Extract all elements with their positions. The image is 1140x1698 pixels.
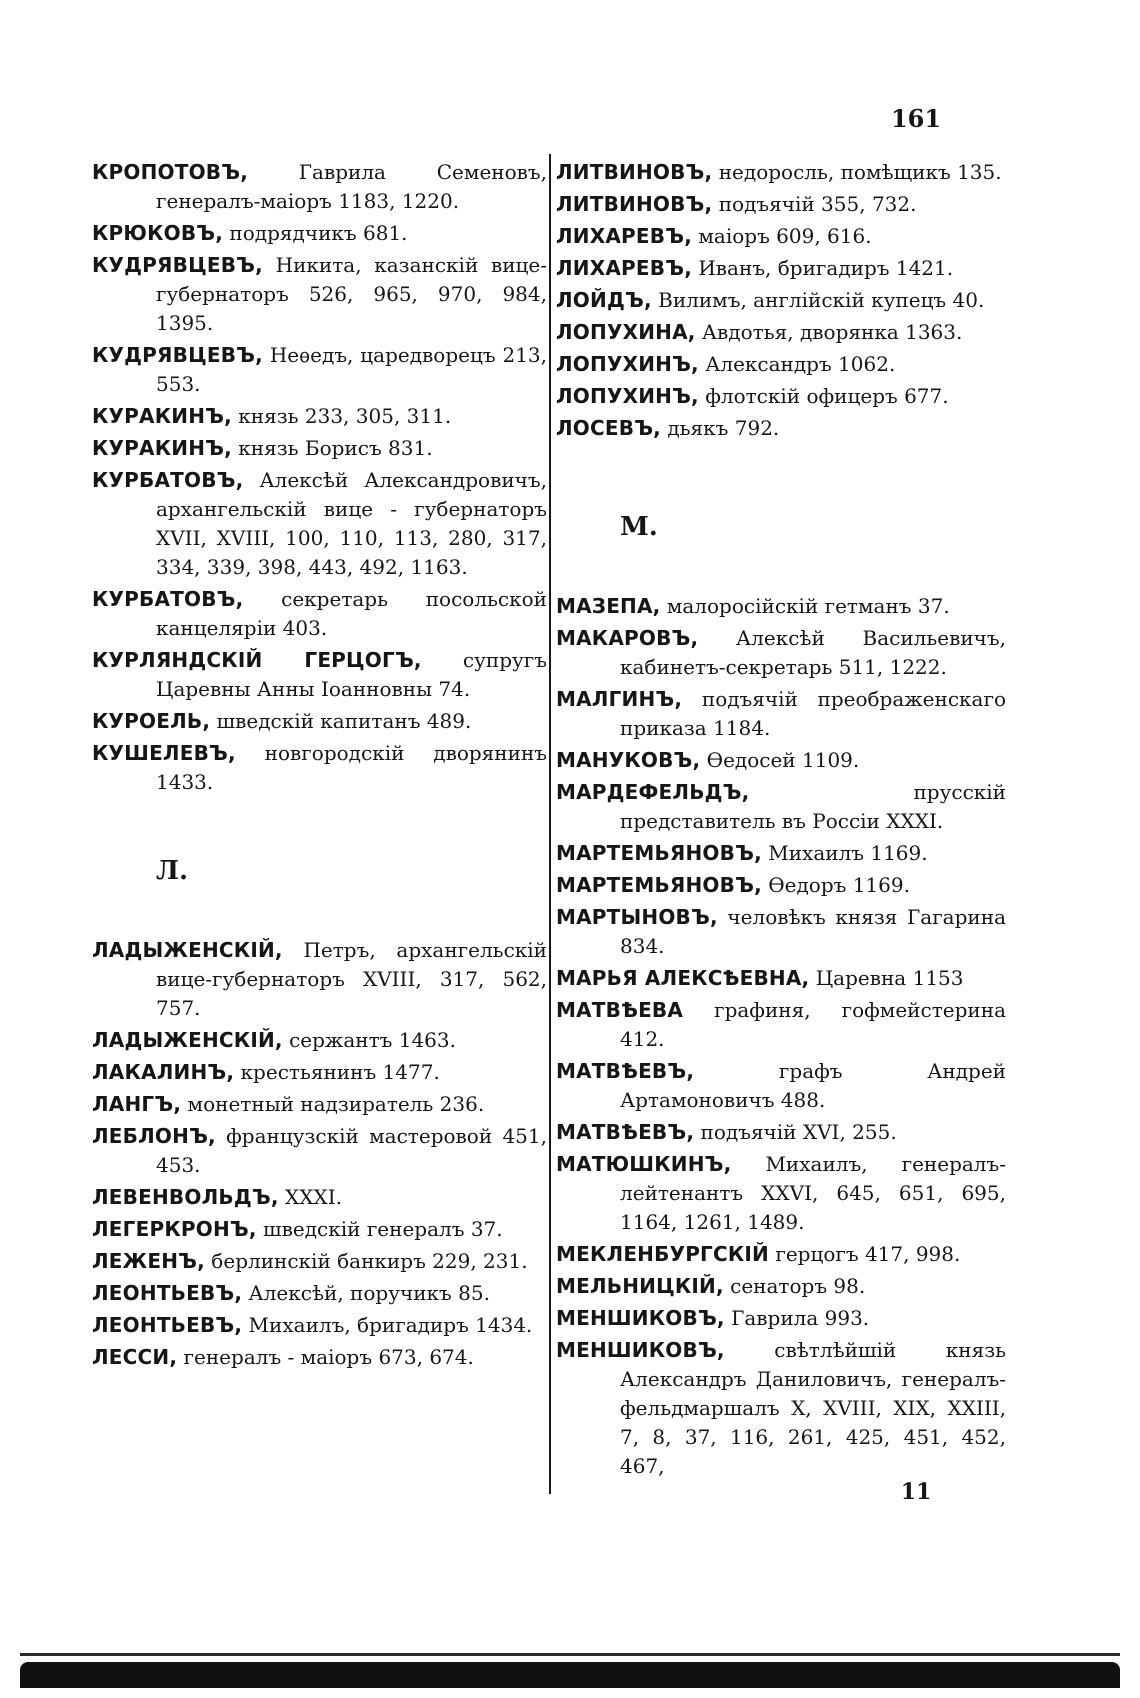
index-entry (92, 158, 547, 216)
index-entry (92, 1122, 547, 1180)
index-entry (92, 739, 547, 797)
index-entry (92, 1215, 547, 1244)
entry-name: КУРАКИНЪ, (92, 404, 232, 428)
entry-text: Михаилъ 1169. (761, 841, 928, 865)
scan-edge-bar (20, 1662, 1120, 1688)
index-entry (556, 414, 1006, 443)
entry-text: герцогъ 417, 998. (769, 1242, 961, 1266)
entry-text: шведскій капитанъ 489. (210, 709, 472, 733)
entry-name: ЛИХАРЕВЪ, (556, 256, 692, 280)
entry-text: Михаилъ, бригадиръ 1434. (242, 1313, 533, 1337)
entry-text: графиня, гофмейстерина 412. (620, 998, 1006, 1051)
entry-name: КРОПОТОВЪ, (92, 160, 249, 184)
entry-name: ЛИТВИНОВЪ, (556, 192, 713, 216)
index-entry (556, 286, 1006, 315)
index-entry (556, 746, 1006, 775)
signature-mark: 11 (900, 1479, 932, 1505)
entry-text: XXXI. (278, 1185, 342, 1209)
entry-text: Иванъ, бригадиръ 1421. (692, 256, 954, 280)
index-entry (92, 1090, 547, 1119)
index-entry (556, 996, 1006, 1054)
entry-name: ЛАДЫЖЕНСКІЙ, (92, 1028, 283, 1052)
index-entry (556, 1240, 1006, 1269)
entry-name: КУРОЕЛЬ, (92, 709, 211, 733)
index-entry (92, 1183, 547, 1212)
index-entry (556, 1304, 1006, 1333)
entry-text: сержантъ 1463. (282, 1028, 456, 1052)
index-entry (556, 903, 1006, 961)
entry-text: Авдотья, дворянка 1363. (695, 320, 963, 344)
index-entry (92, 936, 547, 1023)
index-entry (92, 219, 547, 248)
entry-name: МАРТЕМЬЯНОВЪ, (556, 841, 762, 865)
index-entry (556, 839, 1006, 868)
entry-text: малоросійскій гетманъ 37. (660, 594, 950, 618)
entry-name: ЛОСЕВЪ, (556, 416, 661, 440)
entry-name: ЛИХАРЕВЪ, (556, 224, 692, 248)
entry-text: прусскій представитель въ Россіи XXXI. (620, 780, 1006, 833)
entry-name: МАТЮШКИНЪ, (556, 1152, 732, 1176)
entry-name: ЛОПУХИНА, (556, 320, 696, 344)
entry-name: КРЮКОВЪ, (92, 221, 224, 245)
entry-name: МАРТЕМЬЯНОВЪ, (556, 873, 762, 897)
index-entry (92, 341, 547, 399)
entry-text: монетный надзиратель 236. (181, 1092, 485, 1116)
entry-name: МАЗЕПА, (556, 594, 661, 618)
entry-text: Михаилъ, генералъ-лейтенантъ XXVI, 645, 651, 695, 1164, 1261, 1489. (620, 1152, 1006, 1234)
entry-name: МАТВѢЕВЪ, (556, 1059, 695, 1083)
entry-name: КУРБАТОВЪ, (92, 468, 244, 492)
index-entry (556, 350, 1006, 379)
entry-text: Гаврила Семеновъ, генералъ-маіоръ 1183, 1220. (156, 160, 547, 213)
index-entry (556, 382, 1006, 411)
index-entry (556, 592, 1006, 621)
index-entry (92, 1247, 547, 1276)
index-entry (92, 1311, 547, 1340)
entry-name: КУРАКИНЪ, (92, 436, 232, 460)
entry-text: человѣкъ князя Гагарина 834. (620, 905, 1006, 958)
entry-text: свѣтлѣйшій князь Александръ Даниловичъ, генералъ-фельдмаршалъ X, XVIII, XIX, XXIII, 7, 8, 37, 116, 261, 425, 451, 452, 467, (620, 1338, 1006, 1478)
entry-text: дьякъ 792. (660, 416, 780, 440)
index-entry (556, 964, 1006, 993)
section-letter: Л. (156, 856, 189, 886)
entry-name: МАРТЫНОВЪ, (556, 905, 718, 929)
entry-text: супругъ Царевны Анны Іоанновны 74. (156, 648, 547, 701)
entry-name: МЕНШИКОВЪ, (556, 1306, 725, 1330)
section-letter: М. (620, 512, 658, 542)
index-entry (92, 466, 547, 582)
entry-name: ЛЕЖЕНЪ, (92, 1249, 205, 1273)
entry-text: Неѳедъ, царедворецъ 213, 553. (156, 343, 547, 396)
index-entry (556, 254, 1006, 283)
entry-text: Гаврила 993. (724, 1306, 870, 1330)
entry-text: Алексѣй, поручикъ 85. (242, 1281, 490, 1305)
entry-name: ЛЕОНТЬЕВЪ, (92, 1313, 243, 1337)
entry-text: подъячій XVI, 255. (694, 1120, 897, 1144)
index-entry (556, 1118, 1006, 1147)
entry-text: Никита, казанскій вице-губернаторъ 526, 965, 970, 984, 1395. (156, 253, 547, 335)
entry-text: секретарь посольской канцеляріи 403. (156, 587, 547, 640)
entry-name: ЛЕБЛОНЪ, (92, 1124, 216, 1148)
entry-text: князь Борисъ 831. (231, 436, 433, 460)
entry-text: маіоръ 609, 616. (692, 224, 872, 248)
index-entry (92, 707, 547, 736)
entry-name: КУРЛЯНДСКІЙ ГЕРЦОГЪ, (92, 648, 422, 672)
entry-name: ЛАДЫЖЕНСКІЙ, (92, 938, 283, 962)
index-entry (556, 1336, 1006, 1481)
index-entry (556, 685, 1006, 743)
index-entry (92, 434, 547, 463)
entry-name: МАТВѢЕВЪ, (556, 1120, 695, 1144)
entry-text: новгородскій дворянинъ 1433. (156, 741, 547, 794)
entry-name: МАКАРОВЪ, (556, 626, 699, 650)
entry-name: ЛАКАЛИНЪ, (92, 1060, 235, 1084)
index-entry (92, 646, 547, 704)
entry-text: шведскій генералъ 37. (256, 1217, 503, 1241)
entry-text: Алексѣй Васильевичъ, кабинетъ-секретарь 511, 1222. (620, 626, 1006, 679)
entry-name: ЛОПУХИНЪ, (556, 384, 699, 408)
entry-name: ЛАНГЪ, (92, 1092, 182, 1116)
index-entry (92, 585, 547, 643)
entry-name: МАТВѢЕВА (556, 998, 684, 1022)
index-entry (556, 222, 1006, 251)
index-entry (556, 158, 1006, 187)
index-entry (92, 1343, 547, 1372)
index-entry (556, 624, 1006, 682)
index-entry (92, 1279, 547, 1308)
entry-name: ЛЕОНТЬЕВЪ, (92, 1281, 243, 1305)
entry-text: крестьянинъ 1477. (234, 1060, 440, 1084)
index-entry (556, 1272, 1006, 1301)
entry-text: князь 233, 305, 311. (231, 404, 452, 428)
entry-name: КУДРЯВЦЕВЪ, (92, 343, 263, 367)
index-entry (556, 871, 1006, 900)
entry-text: графъ Андрей Артамоновичъ 488. (620, 1059, 1006, 1112)
index-entry (92, 251, 547, 338)
index-column-left (92, 158, 547, 1375)
entry-name: ЛОПУХИНЪ, (556, 352, 699, 376)
entry-name: МАРЬЯ АЛЕКСѢЕВНА, (556, 966, 810, 990)
entry-name: МАРДЕФЕЛЬДЪ, (556, 780, 750, 804)
index-entry (556, 190, 1006, 219)
index-entry (556, 1057, 1006, 1115)
entry-name: ЛОЙДЪ, (556, 288, 652, 312)
entry-name: ЛЕВЕНВОЛЬДЪ, (92, 1185, 279, 1209)
entry-text: Ѳедосей 1109. (700, 748, 860, 772)
index-entry (92, 402, 547, 431)
entry-text: подъячій 355, 732. (712, 192, 917, 216)
entry-text: подъячій преображенскаго приказа 1184. (620, 687, 1006, 740)
entry-name: КУРБАТОВЪ, (92, 587, 244, 611)
entry-text: Алексѣй Александровичъ, архангельскій вице - губернаторъ XVII, XVIII, 100, 110, 113, 280, 317, 334, 339, 398, 443, 492, 1163. (156, 468, 547, 579)
entry-name: ЛИТВИНОВЪ, (556, 160, 713, 184)
index-entry (556, 778, 1006, 836)
entry-name: КУШЕЛЕВЪ, (92, 741, 236, 765)
index-column-right (556, 158, 1006, 1484)
entry-text: подрядчикъ 681. (223, 221, 408, 245)
scan-edge-line (20, 1653, 1120, 1656)
entry-text: Александръ 1062. (698, 352, 896, 376)
index-entry (556, 318, 1006, 347)
entry-name: ЛЕГЕРКРОНЪ, (92, 1217, 257, 1241)
entry-text: недоросль, помѣщикъ 135. (712, 160, 1002, 184)
entry-text: флотскій офицеръ 677. (698, 384, 949, 408)
entry-text: Петръ, архангельскій вице-губернаторъ XVIII, 317, 562, 757. (156, 938, 547, 1020)
entry-name: МЕКЛЕНБУРГСКІЙ (556, 1242, 769, 1266)
entry-name: МЕЛЬНИЦКІЙ, (556, 1274, 724, 1298)
entry-text: Вилимъ, англійскій купецъ 40. (651, 288, 985, 312)
entry-text: сенаторъ 98. (723, 1274, 866, 1298)
index-entry (556, 1150, 1006, 1237)
entry-text: генералъ - маіоръ 673, 674. (177, 1345, 474, 1369)
entry-name: МЕНШИКОВЪ, (556, 1338, 725, 1362)
entry-name: КУДРЯВЦЕВЪ, (92, 253, 263, 277)
column-divider (549, 154, 551, 1494)
entry-text: Царевна 1153 (809, 966, 964, 990)
entry-text: берлинскій банкиръ 229, 231. (204, 1249, 528, 1273)
page-number: 161 (890, 104, 942, 133)
entry-name: ЛЕССИ, (92, 1345, 178, 1369)
index-entry (92, 1058, 547, 1087)
entry-text: Ѳедоръ 1169. (761, 873, 910, 897)
entry-name: МАНУКОВЪ, (556, 748, 701, 772)
entry-name: МАЛГИНЪ, (556, 687, 683, 711)
index-entry (92, 1026, 547, 1055)
entry-text: французскій мастеровой 451, 453. (156, 1124, 547, 1177)
